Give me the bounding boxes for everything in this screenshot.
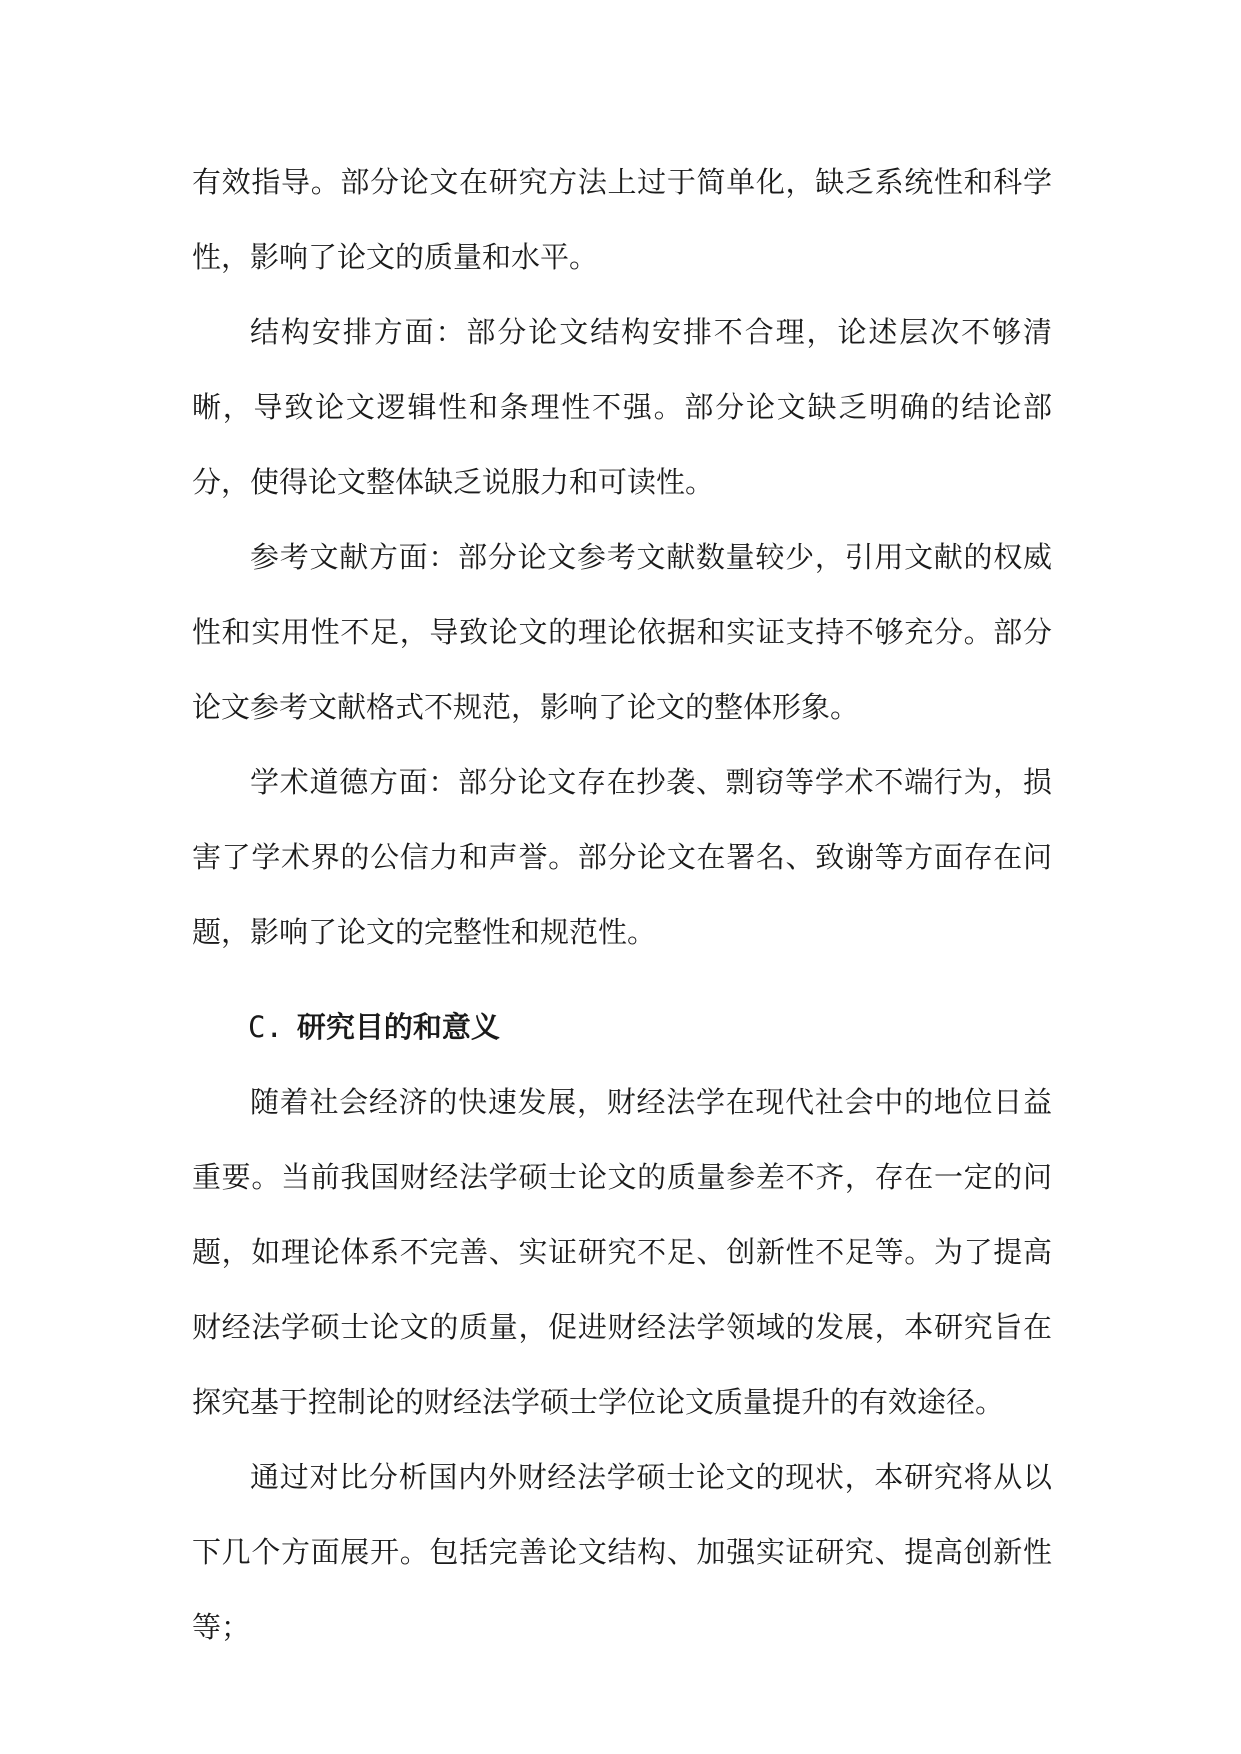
section-heading (192, 990, 1052, 1065)
paragraph-academic-ethics: 学术道德方面：部分论文存在抄袭、剽窃等学术不端行为，损害了学术界的公信力和声誉。部分论文在署名、致谢等方面存在问题，影响了论文的完整性和规范性。 (192, 765, 1052, 949)
paragraph-research-purpose: 随着社会经济的快速发展，财经法学在现代社会中的地位日益重要。当前我国财经法学硕士论文的质量参差不齐，存在一定的问题，如理论体系不完善、实证研究不足、创新性不足等。为了提高财经法学硕士论文的质量，促进财经法学领域的发展，本研究旨在探究基于控制论的财经法学硕士学位论文质量提升的有效途径。 (192, 1085, 1052, 1419)
paragraph-research-approach: 通过对比分析国内外财经法学硕士论文的现状，本研究将从以下几个方面展开。包括完善论文结构、加强实证研究、提高创新性等； (192, 1460, 1052, 1644)
section-number: C. (248, 1010, 283, 1044)
section-title: 研究目的和意义 (296, 1010, 500, 1044)
paragraph-structure: 结构安排方面：部分论文结构安排不合理，论述层次不够清晰，导致论文逻辑性和条理性不强。部分论文缺乏明确的结论部分，使得论文整体缺乏说服力和可读性。 (192, 315, 1052, 499)
document-body (192, 145, 1052, 1665)
paragraph-continued: 有效指导。部分论文在研究方法上过于简单化，缺乏系统性和科学性，影响了论文的质量和水平。 (192, 165, 1052, 274)
paragraph-references: 参考文献方面：部分论文参考文献数量较少，引用文献的权威性和实用性不足，导致论文的理论依据和实证支持不够充分。部分论文参考文献格式不规范，影响了论文的整体形象。 (192, 540, 1052, 724)
